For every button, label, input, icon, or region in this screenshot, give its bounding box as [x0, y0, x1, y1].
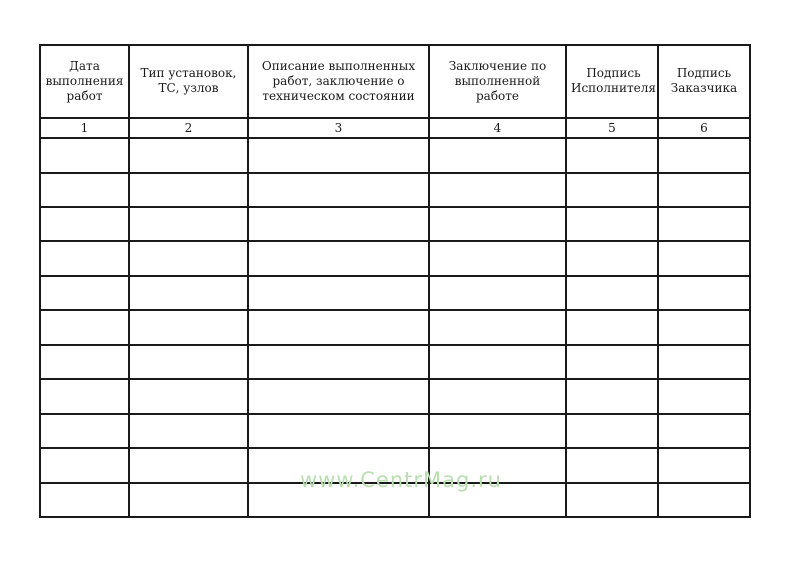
table-cell: [248, 138, 429, 172]
table-cell: [40, 276, 129, 310]
table-cell: [566, 448, 658, 482]
table-cell: [429, 276, 566, 310]
header-label: Тип установок, ТС, узлов: [140, 66, 237, 96]
table-cell: [129, 414, 248, 448]
table-cell: [129, 483, 248, 517]
header-label: Заключение по выполненной работе: [448, 58, 547, 103]
table-cell: [40, 448, 129, 482]
column-number: 4: [429, 118, 566, 138]
journal-sheet: [39, 44, 749, 518]
table-cell: [248, 241, 429, 275]
table-cell: [566, 414, 658, 448]
header-cell-executor-signature: [566, 45, 658, 118]
table-cell: [248, 345, 429, 379]
table-cell: [40, 173, 129, 207]
table-cell: [429, 345, 566, 379]
header-label: Дата выполнения работ: [45, 58, 124, 103]
table-cell: [658, 414, 750, 448]
header-label: Подпись Исполнителя: [571, 66, 656, 96]
table-cell: [566, 310, 658, 344]
table-cell: [129, 345, 248, 379]
table-row: [40, 138, 750, 172]
table-cell: [129, 241, 248, 275]
header-cell-conclusion: [429, 45, 566, 118]
table-cell: [429, 207, 566, 241]
table-cell: [566, 173, 658, 207]
header-label: Подпись Заказчика: [670, 66, 738, 96]
column-number-row: [40, 118, 750, 138]
table-row: [40, 379, 750, 413]
table-cell: [658, 138, 750, 172]
table-cell: [429, 138, 566, 172]
column-number: 3: [248, 118, 429, 138]
table-cell: [40, 345, 129, 379]
column-number: 2: [129, 118, 248, 138]
table-cell: [129, 138, 248, 172]
table-row: [40, 173, 750, 207]
table-cell: [566, 241, 658, 275]
table-cell: [658, 483, 750, 517]
table-cell: [658, 310, 750, 344]
table-cell: [658, 207, 750, 241]
header-row: [40, 45, 750, 118]
table-row: [40, 414, 750, 448]
table-row: [40, 207, 750, 241]
table-row: [40, 241, 750, 275]
table-row: [40, 276, 750, 310]
table-cell: [658, 173, 750, 207]
work-log-table: [39, 44, 751, 518]
table-cell: [429, 448, 566, 482]
header-cell-date: [40, 45, 129, 118]
table-cell: [429, 173, 566, 207]
column-number: 1: [40, 118, 129, 138]
table-cell: [658, 241, 750, 275]
table-cell: [129, 173, 248, 207]
header-cell-customer-signature: [658, 45, 750, 118]
table-row: [40, 483, 750, 517]
table-cell: [429, 379, 566, 413]
table-cell: [248, 173, 429, 207]
header-cell-description: [248, 45, 429, 118]
header-label: Описание выполненных работ, заключение о техническом состоянии: [261, 58, 416, 103]
table-cell: [566, 276, 658, 310]
table-cell: [248, 207, 429, 241]
table-cell: [566, 207, 658, 241]
table-cell: [248, 276, 429, 310]
table-cell: [40, 483, 129, 517]
table-cell: [429, 241, 566, 275]
header-cell-type: [129, 45, 248, 118]
watermark-text: www.CentrMag.ru: [300, 468, 502, 492]
table-cell: [129, 448, 248, 482]
table-row: [40, 345, 750, 379]
table-cell: [248, 448, 429, 482]
table-row: [40, 310, 750, 344]
table-cell: [429, 414, 566, 448]
table-cell: [566, 345, 658, 379]
table-cell: [248, 379, 429, 413]
table-cell: [40, 414, 129, 448]
table-cell: [248, 483, 429, 517]
table-cell: [40, 207, 129, 241]
column-number: 6: [658, 118, 750, 138]
table-cell: [129, 310, 248, 344]
table-cell: [40, 310, 129, 344]
table-cell: [129, 207, 248, 241]
table-cell: [248, 414, 429, 448]
table-cell: [566, 379, 658, 413]
table-cell: [658, 345, 750, 379]
table-cell: [566, 138, 658, 172]
column-number: 5: [566, 118, 658, 138]
table-cell: [129, 276, 248, 310]
table-cell: [40, 138, 129, 172]
table-cell: [566, 483, 658, 517]
table-cell: [429, 310, 566, 344]
table-cell: [658, 379, 750, 413]
table-cell: [40, 241, 129, 275]
table-cell: [429, 483, 566, 517]
table-cell: [248, 310, 429, 344]
table-cell: [658, 448, 750, 482]
table-cell: [129, 379, 248, 413]
table-cell: [658, 276, 750, 310]
table-row: [40, 448, 750, 482]
table-cell: [40, 379, 129, 413]
